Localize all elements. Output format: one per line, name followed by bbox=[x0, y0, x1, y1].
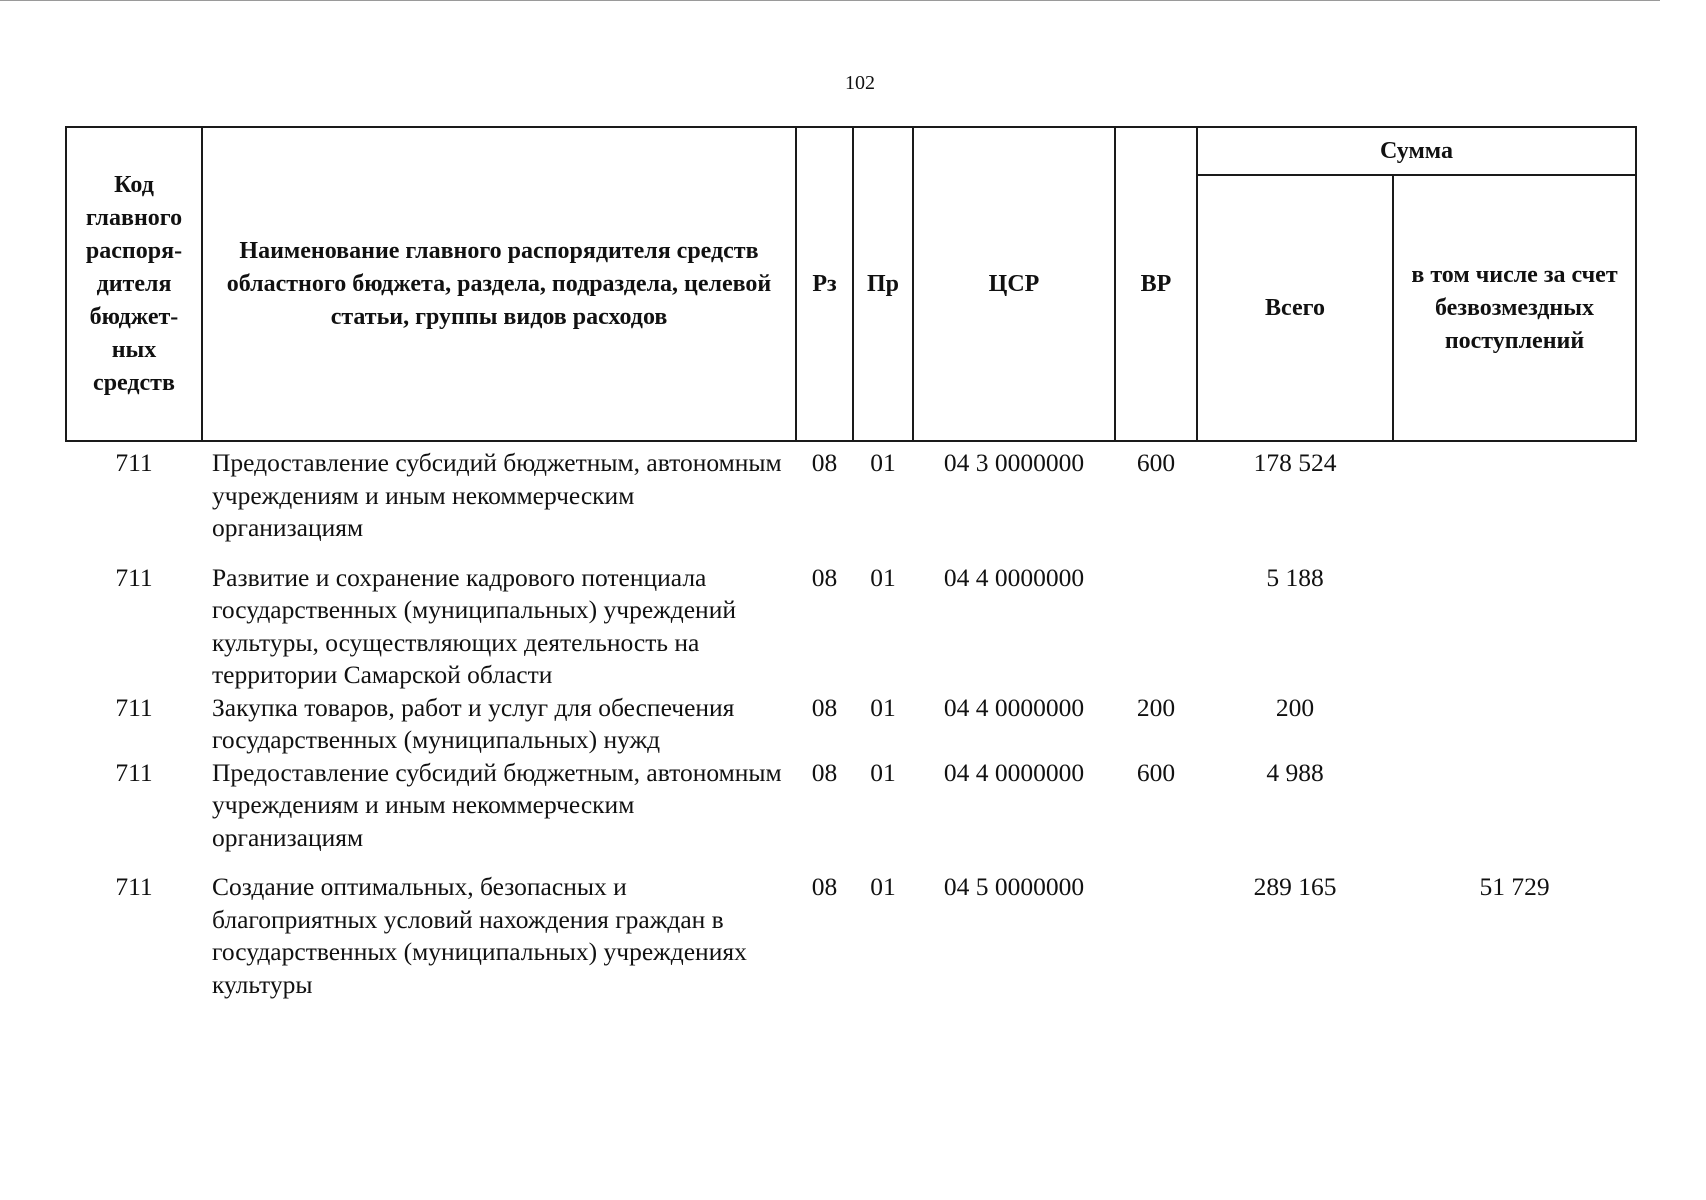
cell-pr: 01 bbox=[870, 757, 896, 787]
header-sum-group: Сумма bbox=[1197, 127, 1636, 175]
cell-vr: 600 bbox=[1136, 757, 1176, 787]
cell-gratis: 51 729 bbox=[1479, 872, 1550, 901]
cell-rz: 08 bbox=[811, 692, 838, 722]
cell-vr: 600 bbox=[1136, 448, 1176, 477]
cell-pr: 01 bbox=[870, 872, 896, 901]
budget-table bbox=[65, 126, 1637, 1001]
cell-code: 711 bbox=[115, 872, 153, 901]
cell-csr: 04 3 0000000 bbox=[943, 448, 1085, 477]
top-border-line bbox=[0, 0, 1660, 1]
header-gratis: в том числе за счет безвозмездных поступлений bbox=[1393, 175, 1636, 441]
cell-gratis bbox=[1393, 562, 1636, 692]
cell-code: 711 bbox=[115, 757, 153, 787]
table-row bbox=[66, 757, 1636, 855]
cell-code: 711 bbox=[115, 692, 153, 722]
header-rz: Рз bbox=[796, 127, 853, 441]
header-csr: ЦСР bbox=[913, 127, 1115, 441]
header-code: Код главного распоря-дителя бюджет-ных средств bbox=[66, 127, 202, 441]
cell-csr: 04 4 0000000 bbox=[943, 562, 1085, 592]
header-pr: Пр bbox=[853, 127, 913, 441]
cell-vr bbox=[1115, 871, 1197, 1001]
header-name: Наименование главного распорядителя средств областного бюджета, раздела, подраздела, целевой статьи, группы видов расходов bbox=[202, 127, 796, 441]
cell-name: Развитие и сохранение кадрового потенциала государственных (муниципальных) учреждений культуры, осуществляющих деятельность на территории Самарской области bbox=[212, 562, 736, 689]
cell-vr bbox=[1115, 562, 1197, 692]
cell-rz: 08 bbox=[811, 872, 838, 901]
cell-name: Создание оптимальных, безопасных и благоприятных условий нахождения граждан в государственных (муниципальных) учреждениях культуры bbox=[212, 872, 747, 999]
cell-rz: 08 bbox=[811, 448, 838, 477]
cell-rz: 08 bbox=[811, 562, 838, 592]
cell-gratis bbox=[1393, 692, 1636, 757]
cell-code: 711 bbox=[115, 562, 153, 592]
cell-gratis bbox=[1393, 441, 1636, 545]
header-vr: ВР bbox=[1115, 127, 1197, 441]
cell-total: 200 bbox=[1275, 692, 1315, 722]
cell-name: Закупка товаров, работ и услуг для обеспечения государственных (муниципальных) нужд bbox=[212, 692, 735, 754]
cell-csr: 04 4 0000000 bbox=[943, 692, 1085, 722]
cell-gratis bbox=[1393, 757, 1636, 855]
page-number: 102 bbox=[845, 72, 875, 94]
cell-pr: 01 bbox=[870, 692, 896, 722]
cell-total: 4 988 bbox=[1266, 757, 1324, 787]
cell-code: 711 bbox=[115, 448, 153, 477]
cell-name: Предоставление субсидий бюджетным, автономным учреждениям и иным некоммерческим организациям bbox=[212, 448, 782, 542]
cell-rz: 08 bbox=[811, 757, 838, 787]
cell-csr: 04 4 0000000 bbox=[943, 757, 1085, 787]
cell-total: 289 165 bbox=[1253, 872, 1337, 901]
cell-vr: 200 bbox=[1136, 692, 1176, 722]
table-row bbox=[66, 441, 1636, 545]
cell-csr: 04 5 0000000 bbox=[943, 872, 1085, 901]
cell-total: 178 524 bbox=[1253, 448, 1337, 477]
cell-total: 5 188 bbox=[1266, 562, 1324, 592]
header-total: Всего bbox=[1197, 175, 1393, 441]
row-spacer bbox=[66, 854, 1636, 871]
table-row bbox=[66, 692, 1636, 757]
table-row bbox=[66, 562, 1636, 692]
cell-pr: 01 bbox=[870, 562, 896, 592]
table-row bbox=[66, 871, 1636, 1001]
cell-pr: 01 bbox=[870, 448, 896, 477]
row-spacer bbox=[66, 545, 1636, 562]
cell-name: Предоставление субсидий бюджетным, автономным учреждениям и иным некоммерческим организациям bbox=[212, 757, 782, 852]
